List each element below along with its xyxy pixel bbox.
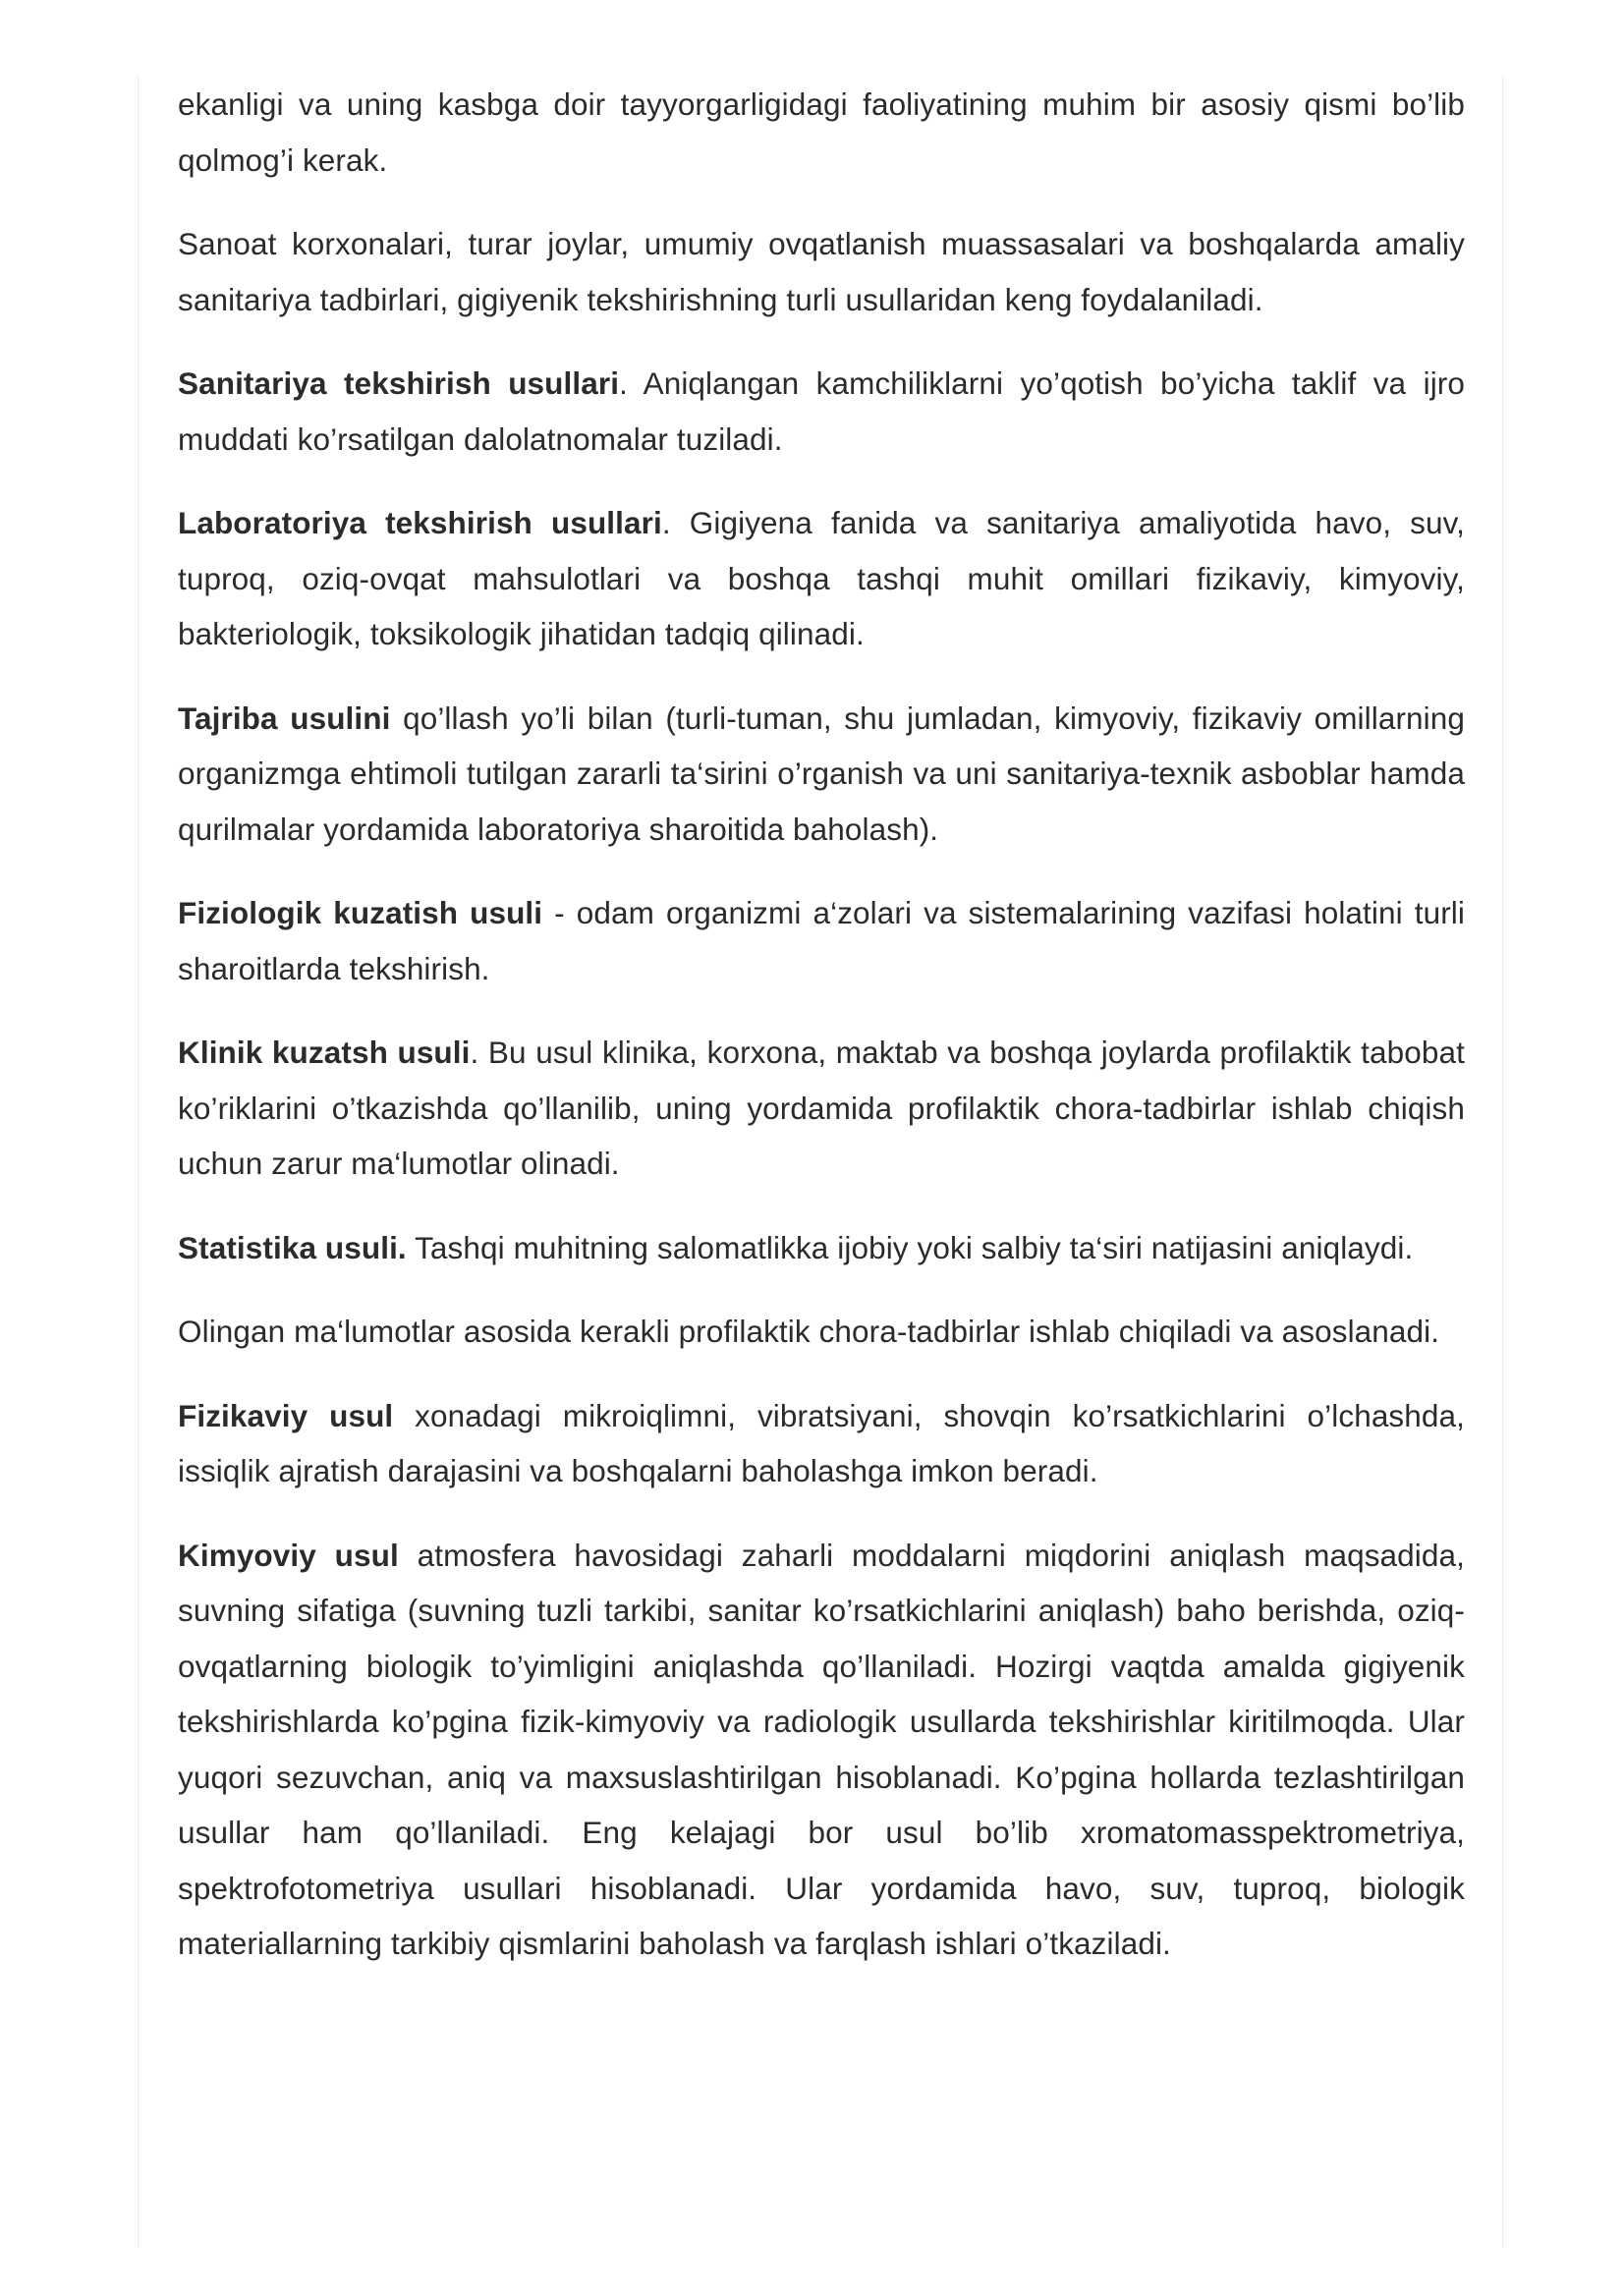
- paragraph-chemical-method: Kimyoviy usul atmosfera havosidagi zaharli moddalarni miqdorini aniqlash maqsadida, suvning sifatiga (suvning tuzli tarkibi, sanitar ko’rsatkichlarini aniqlash) baho berishda, oziq- ovqatlarning biologik to’yimligini aniqlashda qo’llaniladi. Hozirgi vaqtda amalda gigiyenik tekshirishlarda ko’pgina fizik-kimyoviy va radiologik usullarda tekshirishlar kiritilmoqda. Ular yuqori sezuvchan, aniq va maxsuslashtirilgan hisoblanadi. Ko’pgina hollarda tezlashtirilgan usullar ham qo’llaniladi. Eng kelajagi bor usul bo’lib xromatomasspektrometriya, spektrofotometriya usullari hisoblanadi. Ular yordamida havo, suv, tuproq, biologik materiallarning tarkibiy qismlarini baholash va farqlash ishlari o’tkaziladi.: [178, 1537, 1465, 1961]
- term-heading: Laboratoriya tekshirish usullari: [178, 505, 662, 540]
- term-heading: Klinik kuzatsh usuli: [178, 1035, 471, 1070]
- paragraph-statistics-method: Statistika usuli. Tashqi muhitning salomatlikka ijobiy yoki salbiy ta‘siri natijasini aniqlaydi.: [178, 1229, 1414, 1265]
- paragraph-clinical-method: Klinik kuzatsh usuli. Bu usul klinika, korxona, maktab va boshqa joylarda profilaktik tabobat ko’riklarini o’tkazishda qo’llanilib, uning yordamida profilaktik chora-tadbirlar ishlab chiqish uchun zarur ma‘lumotlar olinadi.: [178, 1035, 1465, 1181]
- term-heading: Fiziologik kuzatish usuli: [178, 895, 543, 930]
- paragraph-intro-continuation: ekanligi va uning kasbga doir tayyorgarligidagi faoliyatining muhim bir asosiy qismi bo’lib qolmog’i kerak.: [178, 86, 1465, 178]
- term-heading: Kimyoviy usul: [178, 1537, 399, 1573]
- paragraph-physiological-method: Fiziologik kuzatish usuli - odam organizmi a‘zolari va sistemalarining vazifasi holatini turli sharoitlarda tekshirish.: [178, 895, 1466, 986]
- paragraph-obtained-data: Olingan ma‘lumotlar asosida kerakli profilaktik chora-tadbirlar ishlab chiqiladi va asoslanadi.: [178, 1314, 1440, 1349]
- term-heading: Statistika usuli.: [178, 1229, 407, 1265]
- term-heading: Tajriba usulini: [178, 700, 391, 736]
- document-body: [178, 77, 1465, 2000]
- term-heading: Fizikaviy usul: [178, 1397, 394, 1433]
- page-column: [138, 77, 1503, 2248]
- paragraph-laboratory-methods: Laboratoriya tekshirish usullari. Gigiyena fanida va sanitariya amaliyotida havo, suv, tuproq, oziq-ovqat mahsulotlari va boshqa tashqi muhit omillari fizikaviy, kimyoviy, bakteriologik, toksikologik jihatidan tadqiq qilinadi.: [178, 505, 1465, 651]
- paragraph-experimental-method: Tajriba usulini qo’llash yo’li bilan (turli-tuman, shu jumladan, kimyoviy, fizikaviy omillarning organizmga ehtimoli tutilgan zararli ta‘sirini o’rganish va uni sanitariya-texnik asboblar hamda qurilmalar yordamida laboratoriya sharoitida baholash).: [178, 700, 1465, 847]
- paragraph-sanitary-inspection: Sanitariya tekshirish usullari. Aniqlangan kamchiliklarni yo’qotish bo’yicha taklif va ijro muddati ko’rsatilgan dalolatnomalar tuziladi.: [178, 365, 1465, 457]
- term-heading: Sanitariya tekshirish usullari: [178, 365, 620, 401]
- paragraph-physical-method: Fizikaviy usul xonadagi mikroiqlimni, vibratsiyani, shovqin ko’rsatkichlarini o’lchashda, issiqlik ajratish darajasini va boshqalarni baholashga imkon beradi.: [178, 1397, 1465, 1488]
- paragraph-sanitary-measures: Sanoat korxonalari, turar joylar, umumiy ovqatlanish muassasalari va boshqalarda amaliy sanitariya tadbirlari, gigiyenik tekshirishning turli usullaridan keng foydalaniladi.: [178, 226, 1465, 317]
